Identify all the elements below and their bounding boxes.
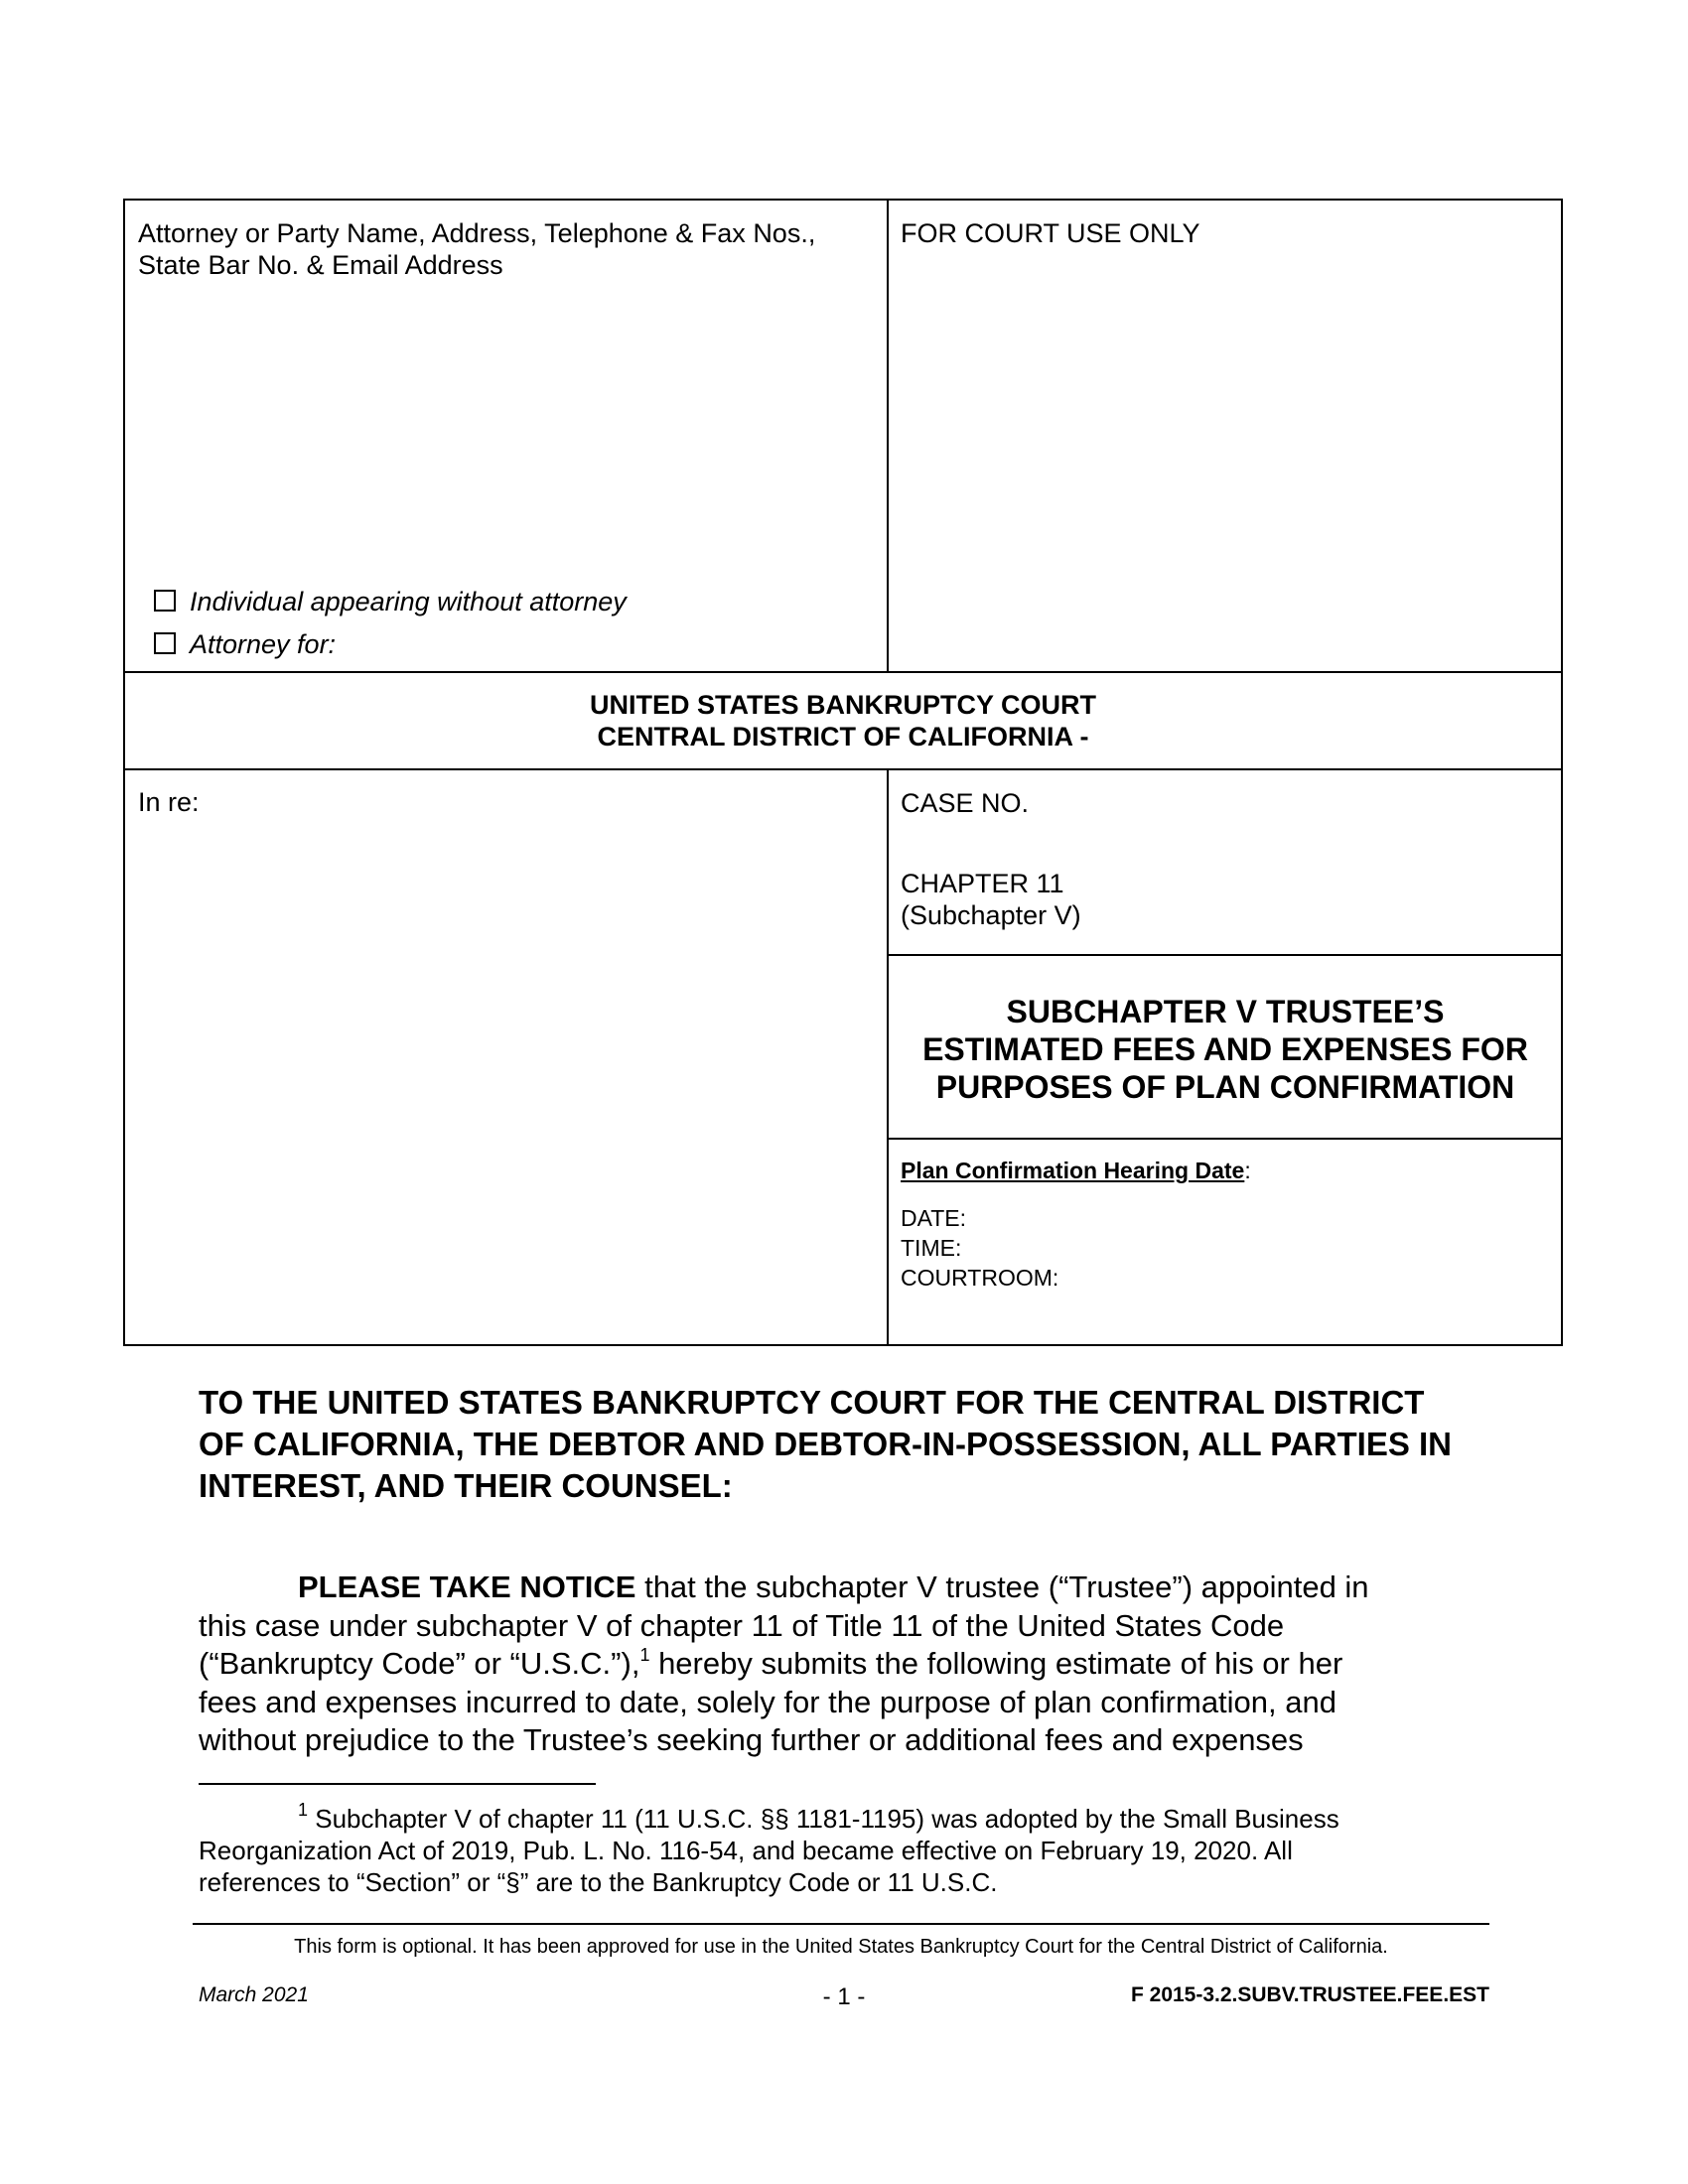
document-title-line3: PURPOSES OF PLAN CONFIRMATION bbox=[935, 1069, 1515, 1105]
notice-line3 bbox=[199, 1645, 1509, 1684]
page-number: - 1 - bbox=[822, 1983, 866, 2010]
notice-line3-b: hereby submits the following estimate of his or her bbox=[649, 1646, 1343, 1681]
divider-case-title bbox=[887, 954, 1563, 956]
notice-line1 bbox=[199, 1569, 1509, 1607]
addressee-heading-line2: OF CALIFORNIA, THE DEBTOR AND DEBTOR-IN-POSSESSION, ALL PARTIES IN bbox=[199, 1426, 1453, 1462]
notice-line2: this case under subchapter V of chapter 11 of Title 11 of the United States Code bbox=[199, 1607, 1285, 1643]
addressee-heading-line3: INTEREST, AND THEIR COUNSEL: bbox=[199, 1467, 733, 1504]
document-title-line2: ESTIMATED FEES AND EXPENSES FOR bbox=[922, 1031, 1528, 1067]
notice-line3-a: (“Bankruptcy Code” or “U.S.C.”), bbox=[199, 1646, 640, 1681]
hearing-date-colon: : bbox=[1244, 1158, 1251, 1183]
attorney-label-line2: State Bar No. & Email Address bbox=[138, 250, 503, 280]
form-id: F 2015-3.2.SUBV.TRUSTEE.FEE.EST bbox=[1130, 1983, 1489, 2006]
footnote-reference[interactable]: 1 bbox=[639, 1644, 650, 1665]
in-re-label: In re: bbox=[138, 787, 200, 817]
footnote-number: 1 bbox=[298, 1800, 309, 1821]
hearing-date-label: Plan Confirmation Hearing Date bbox=[901, 1158, 1245, 1183]
document-title-line1: SUBCHAPTER V TRUSTEE’S bbox=[1006, 994, 1445, 1029]
caption-table bbox=[123, 199, 1563, 1346]
attorney-label-line1: Attorney or Party Name, Address, Telephone & Fax Nos., bbox=[138, 218, 816, 248]
hearing-courtroom-field: COURTROOM: bbox=[901, 1265, 1059, 1291]
footnote bbox=[199, 1800, 1509, 1898]
chapter-label: CHAPTER 11 bbox=[901, 869, 1064, 898]
notice-paragraph bbox=[199, 1569, 1509, 1760]
footer-date: March 2021 bbox=[199, 1983, 309, 2006]
notice-line5: without prejudice to the Trustee’s seeking further or additional fees and expenses bbox=[199, 1722, 1304, 1757]
document-title bbox=[888, 993, 1563, 1106]
divider-court-top bbox=[123, 671, 1563, 673]
hearing-time-field: TIME: bbox=[901, 1235, 962, 1261]
notice-line4: fees and expenses incurred to date, solely for the purpose of plan confirmation, and bbox=[199, 1684, 1336, 1719]
divider-title-hearing bbox=[887, 1138, 1563, 1140]
footnote-line1-text: Subchapter V of chapter 11 (11 U.S.C. §§ 1181-1195) was adopted by the Small Business bbox=[308, 1804, 1339, 1834]
footnote-line2: Reorganization Act of 2019, Pub. L. No. 116-54, and became effective on February 19, 2020. All bbox=[199, 1836, 1293, 1865]
court-use-label: FOR COURT USE ONLY bbox=[901, 218, 1200, 248]
attorney-for-checkbox-label: Attorney for: bbox=[190, 629, 337, 659]
individual-checkbox-label: Individual appearing without attorney bbox=[190, 587, 627, 616]
addressee-heading bbox=[199, 1382, 1489, 1507]
hearing-date-heading bbox=[901, 1156, 1251, 1185]
footer-rule bbox=[193, 1923, 1489, 1925]
divider-court-bottom bbox=[123, 768, 1563, 770]
footnote-line1 bbox=[199, 1800, 1509, 1835]
divider-top-vertical bbox=[887, 199, 889, 673]
hearing-date-field: DATE: bbox=[901, 1205, 967, 1231]
attorney-for-checkbox[interactable] bbox=[154, 632, 176, 654]
footer-note: This form is optional. It has been approved for use in the United States Bankruptcy Court for the Central District of California. bbox=[294, 1936, 1388, 1958]
individual-checkbox[interactable] bbox=[154, 590, 176, 612]
case-number-label: CASE NO. bbox=[901, 788, 1030, 818]
subchapter-label: (Subchapter V) bbox=[901, 900, 1081, 930]
footnote-line3: references to “Section” or “§” are to the Bankruptcy Code or 11 U.S.C. bbox=[199, 1867, 998, 1897]
addressee-heading-line1: TO THE UNITED STATES BANKRUPTCY COURT FOR THE CENTRAL DISTRICT bbox=[199, 1384, 1425, 1421]
notice-line1-text: that the subchapter V trustee (“Trustee”) appointed in bbox=[635, 1570, 1369, 1604]
court-name-line2: CENTRAL DISTRICT OF CALIFORNIA - bbox=[597, 722, 1089, 751]
footnote-separator bbox=[199, 1783, 596, 1785]
court-name-line1: UNITED STATES BANKRUPTCY COURT bbox=[589, 690, 1096, 720]
notice-lead: PLEASE TAKE NOTICE bbox=[298, 1570, 636, 1604]
